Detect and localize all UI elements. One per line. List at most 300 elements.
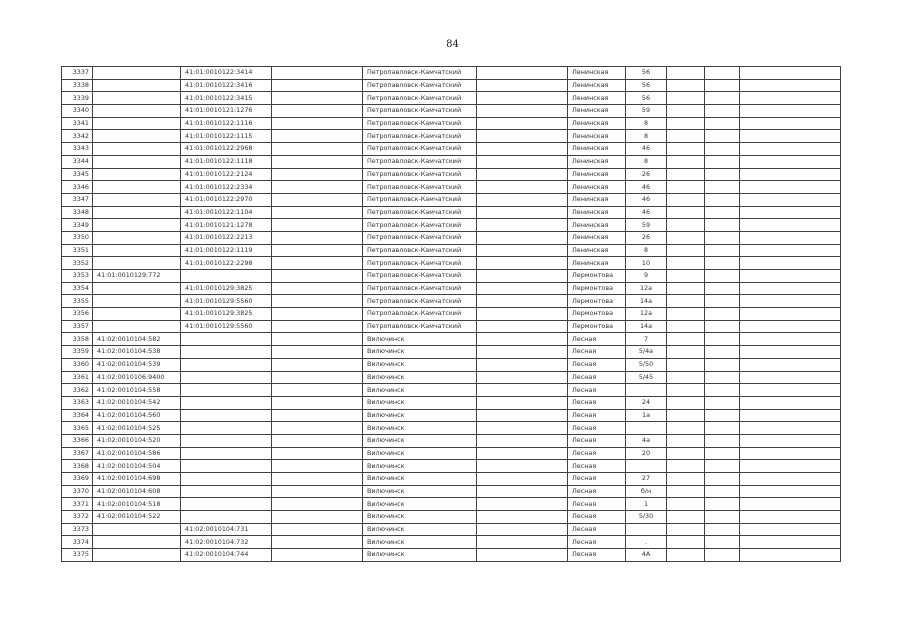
house-number-cell: 7 bbox=[626, 333, 667, 346]
empty-cell bbox=[272, 473, 363, 486]
cadastral-number-cell bbox=[93, 231, 181, 244]
table-row bbox=[62, 320, 841, 333]
empty-cell bbox=[667, 371, 705, 384]
row-number-cell: 3359 bbox=[62, 346, 93, 359]
empty-cell bbox=[740, 282, 841, 295]
empty-cell bbox=[705, 206, 740, 219]
empty-cell bbox=[272, 257, 363, 270]
cadastral-number-cell: 41:02:0010106:9400 bbox=[93, 371, 181, 384]
object-cadastral-number-cell: 41:01:0010122:2334 bbox=[181, 181, 272, 194]
house-number-cell: 5/30 bbox=[626, 511, 667, 524]
cadastral-number-cell: 41:02:0010104:560 bbox=[93, 409, 181, 422]
empty-cell bbox=[705, 409, 740, 422]
object-cadastral-number-cell: 41:01:0010129:5560 bbox=[181, 295, 272, 308]
empty-cell bbox=[667, 511, 705, 524]
house-number-cell: 1а bbox=[626, 409, 667, 422]
street-cell: Лесная bbox=[568, 549, 626, 562]
table-row bbox=[62, 181, 841, 194]
empty-cell bbox=[705, 219, 740, 232]
empty-cell bbox=[667, 295, 705, 308]
row-number-cell: 3348 bbox=[62, 206, 93, 219]
city-cell: Петропавловск-Камчатский bbox=[363, 231, 477, 244]
empty-cell bbox=[477, 155, 568, 168]
empty-cell bbox=[272, 422, 363, 435]
city-cell: Петропавловск-Камчатский bbox=[363, 219, 477, 232]
street-cell: Лесная bbox=[568, 460, 626, 473]
row-number-cell: 3356 bbox=[62, 308, 93, 321]
empty-cell bbox=[477, 485, 568, 498]
empty-cell bbox=[272, 231, 363, 244]
city-cell: Вилючинск bbox=[363, 498, 477, 511]
empty-cell bbox=[740, 346, 841, 359]
empty-cell bbox=[740, 257, 841, 270]
object-cadastral-number-cell: 41:01:0010122:1115 bbox=[181, 130, 272, 143]
house-number-cell: . bbox=[626, 536, 667, 549]
empty-cell bbox=[740, 396, 841, 409]
empty-cell bbox=[272, 92, 363, 105]
cadastral-number-cell bbox=[93, 92, 181, 105]
table-row bbox=[62, 143, 841, 156]
street-cell: Лермонтова bbox=[568, 270, 626, 283]
row-number-cell: 3346 bbox=[62, 181, 93, 194]
object-cadastral-number-cell: 41:01:0010122:2124 bbox=[181, 168, 272, 181]
cadastral-number-cell bbox=[93, 308, 181, 321]
object-cadastral-number-cell: 41:02:0010104:744 bbox=[181, 549, 272, 562]
empty-cell bbox=[477, 447, 568, 460]
empty-cell bbox=[740, 219, 841, 232]
row-number-cell: 3352 bbox=[62, 257, 93, 270]
empty-cell bbox=[740, 308, 841, 321]
cadastral-number-cell bbox=[93, 155, 181, 168]
empty-cell bbox=[705, 523, 740, 536]
row-number-cell: 3344 bbox=[62, 155, 93, 168]
cadastral-number-cell: 41:02:0010104:525 bbox=[93, 422, 181, 435]
object-cadastral-number-cell: 41:01:0010129:3825 bbox=[181, 308, 272, 321]
empty-cell bbox=[705, 143, 740, 156]
city-cell: Вилючинск bbox=[363, 523, 477, 536]
object-cadastral-number-cell: 41:01:0010122:2968 bbox=[181, 143, 272, 156]
empty-cell bbox=[740, 498, 841, 511]
cadastral-number-cell: 41:02:0010104:608 bbox=[93, 485, 181, 498]
empty-cell bbox=[477, 130, 568, 143]
empty-cell bbox=[740, 168, 841, 181]
row-number-cell: 3365 bbox=[62, 422, 93, 435]
house-number-cell: 24 bbox=[626, 396, 667, 409]
empty-cell bbox=[477, 168, 568, 181]
empty-cell bbox=[740, 447, 841, 460]
empty-cell bbox=[272, 130, 363, 143]
empty-cell bbox=[705, 92, 740, 105]
street-cell: Ленинская bbox=[568, 92, 626, 105]
table-row bbox=[62, 105, 841, 118]
object-cadastral-number-cell bbox=[181, 460, 272, 473]
row-number-cell: 3362 bbox=[62, 384, 93, 397]
city-cell: Вилючинск bbox=[363, 473, 477, 486]
row-number-cell: 3372 bbox=[62, 511, 93, 524]
street-cell: Лесная bbox=[568, 409, 626, 422]
empty-cell bbox=[477, 219, 568, 232]
table-row bbox=[62, 511, 841, 524]
empty-cell bbox=[705, 270, 740, 283]
city-cell: Петропавловск-Камчатский bbox=[363, 181, 477, 194]
row-number-cell: 3339 bbox=[62, 92, 93, 105]
empty-cell bbox=[740, 105, 841, 118]
empty-cell bbox=[272, 270, 363, 283]
empty-cell bbox=[705, 460, 740, 473]
object-cadastral-number-cell bbox=[181, 358, 272, 371]
row-number-cell: 3343 bbox=[62, 143, 93, 156]
empty-cell bbox=[477, 536, 568, 549]
city-cell: Петропавловск-Камчатский bbox=[363, 257, 477, 270]
empty-cell bbox=[705, 308, 740, 321]
table-row bbox=[62, 168, 841, 181]
empty-cell bbox=[272, 447, 363, 460]
street-cell: Лесная bbox=[568, 485, 626, 498]
cadastral-number-cell: 41:02:0010104:504 bbox=[93, 460, 181, 473]
registry-table bbox=[61, 66, 841, 562]
empty-cell bbox=[272, 282, 363, 295]
row-number-cell: 3341 bbox=[62, 117, 93, 130]
empty-cell bbox=[667, 168, 705, 181]
house-number-cell bbox=[626, 523, 667, 536]
house-number-cell: 4А bbox=[626, 549, 667, 562]
street-cell: Лесная bbox=[568, 498, 626, 511]
house-number-cell: 9 bbox=[626, 270, 667, 283]
house-number-cell: 5/4а bbox=[626, 346, 667, 359]
empty-cell bbox=[667, 117, 705, 130]
house-number-cell: 14а bbox=[626, 295, 667, 308]
empty-cell bbox=[705, 447, 740, 460]
cadastral-number-cell: 41:01:0010129:772 bbox=[93, 270, 181, 283]
empty-cell bbox=[705, 105, 740, 118]
street-cell: Ленинская bbox=[568, 257, 626, 270]
house-number-cell: 8 bbox=[626, 244, 667, 257]
page-number: 84 bbox=[446, 39, 459, 50]
table-row bbox=[62, 257, 841, 270]
street-cell: Ленинская bbox=[568, 219, 626, 232]
empty-cell bbox=[272, 308, 363, 321]
street-cell: Лесная bbox=[568, 371, 626, 384]
object-cadastral-number-cell: 41:01:0010122:1119 bbox=[181, 244, 272, 257]
row-number-cell: 3353 bbox=[62, 270, 93, 283]
city-cell: Петропавловск-Камчатский bbox=[363, 92, 477, 105]
empty-cell bbox=[272, 384, 363, 397]
empty-cell bbox=[740, 193, 841, 206]
row-number-cell: 3347 bbox=[62, 193, 93, 206]
empty-cell bbox=[740, 92, 841, 105]
empty-cell bbox=[705, 511, 740, 524]
object-cadastral-number-cell bbox=[181, 270, 272, 283]
empty-cell bbox=[740, 79, 841, 92]
house-number-cell: 26 bbox=[626, 168, 667, 181]
empty-cell bbox=[477, 92, 568, 105]
object-cadastral-number-cell bbox=[181, 396, 272, 409]
cadastral-number-cell bbox=[93, 257, 181, 270]
city-cell: Вилючинск bbox=[363, 346, 477, 359]
empty-cell bbox=[667, 244, 705, 257]
cadastral-number-cell: 41:02:0010104:539 bbox=[93, 358, 181, 371]
empty-cell bbox=[272, 168, 363, 181]
empty-cell bbox=[667, 282, 705, 295]
empty-cell bbox=[667, 333, 705, 346]
street-cell: Лермонтова bbox=[568, 308, 626, 321]
empty-cell bbox=[477, 498, 568, 511]
empty-cell bbox=[667, 105, 705, 118]
empty-cell bbox=[272, 117, 363, 130]
table-row bbox=[62, 206, 841, 219]
object-cadastral-number-cell: 41:01:0010121:1276 bbox=[181, 105, 272, 118]
empty-cell bbox=[272, 358, 363, 371]
empty-cell bbox=[272, 206, 363, 219]
row-number-cell: 3360 bbox=[62, 358, 93, 371]
empty-cell bbox=[667, 130, 705, 143]
empty-cell bbox=[740, 67, 841, 80]
empty-cell bbox=[477, 422, 568, 435]
city-cell: Вилючинск bbox=[363, 358, 477, 371]
empty-cell bbox=[477, 523, 568, 536]
empty-cell bbox=[705, 320, 740, 333]
empty-cell bbox=[272, 244, 363, 257]
house-number-cell: 59 bbox=[626, 105, 667, 118]
object-cadastral-number-cell: 41:01:0010122:1104 bbox=[181, 206, 272, 219]
empty-cell bbox=[667, 181, 705, 194]
street-cell: Лермонтова bbox=[568, 295, 626, 308]
street-cell: Лесная bbox=[568, 511, 626, 524]
house-number-cell: 14а bbox=[626, 320, 667, 333]
empty-cell bbox=[705, 244, 740, 257]
empty-cell bbox=[740, 143, 841, 156]
street-cell: Ленинская bbox=[568, 117, 626, 130]
empty-cell bbox=[705, 549, 740, 562]
empty-cell bbox=[667, 409, 705, 422]
table-row bbox=[62, 67, 841, 80]
table-row bbox=[62, 117, 841, 130]
empty-cell bbox=[477, 346, 568, 359]
table-row bbox=[62, 282, 841, 295]
empty-cell bbox=[272, 181, 363, 194]
street-cell: Ленинская bbox=[568, 181, 626, 194]
house-number-cell: 8 bbox=[626, 130, 667, 143]
city-cell: Вилючинск bbox=[363, 447, 477, 460]
empty-cell bbox=[272, 536, 363, 549]
city-cell: Петропавловск-Камчатский bbox=[363, 117, 477, 130]
cadastral-number-cell: 41:02:0010104:558 bbox=[93, 384, 181, 397]
empty-cell bbox=[477, 396, 568, 409]
object-cadastral-number-cell bbox=[181, 434, 272, 447]
object-cadastral-number-cell: 41:01:0010122:1116 bbox=[181, 117, 272, 130]
row-number-cell: 3375 bbox=[62, 549, 93, 562]
row-number-cell: 3361 bbox=[62, 371, 93, 384]
empty-cell bbox=[705, 168, 740, 181]
house-number-cell: 46 bbox=[626, 181, 667, 194]
object-cadastral-number-cell bbox=[181, 371, 272, 384]
street-cell: Лесная bbox=[568, 346, 626, 359]
object-cadastral-number-cell bbox=[181, 333, 272, 346]
cadastral-number-cell bbox=[93, 168, 181, 181]
empty-cell bbox=[705, 67, 740, 80]
empty-cell bbox=[740, 371, 841, 384]
cadastral-number-cell bbox=[93, 295, 181, 308]
empty-cell bbox=[740, 295, 841, 308]
empty-cell bbox=[740, 422, 841, 435]
house-number-cell bbox=[626, 384, 667, 397]
city-cell: Петропавловск-Камчатский bbox=[363, 244, 477, 257]
object-cadastral-number-cell bbox=[181, 384, 272, 397]
row-number-cell: 3366 bbox=[62, 434, 93, 447]
empty-cell bbox=[740, 434, 841, 447]
empty-cell bbox=[272, 549, 363, 562]
object-cadastral-number-cell: 41:01:0010121:1278 bbox=[181, 219, 272, 232]
empty-cell bbox=[667, 270, 705, 283]
empty-cell bbox=[477, 79, 568, 92]
cadastral-number-cell: 41:02:0010104:538 bbox=[93, 346, 181, 359]
table-row bbox=[62, 498, 841, 511]
house-number-cell: б/н bbox=[626, 485, 667, 498]
cadastral-number-cell bbox=[93, 130, 181, 143]
house-number-cell: 5/45 bbox=[626, 371, 667, 384]
street-cell: Ленинская bbox=[568, 130, 626, 143]
object-cadastral-number-cell bbox=[181, 447, 272, 460]
empty-cell bbox=[705, 181, 740, 194]
cadastral-number-cell: 41:02:0010104:582 bbox=[93, 333, 181, 346]
empty-cell bbox=[272, 143, 363, 156]
object-cadastral-number-cell: 41:02:0010104:732 bbox=[181, 536, 272, 549]
cadastral-number-cell: 41:02:0010104:518 bbox=[93, 498, 181, 511]
empty-cell bbox=[705, 384, 740, 397]
row-number-cell: 3369 bbox=[62, 473, 93, 486]
table-row bbox=[62, 244, 841, 257]
empty-cell bbox=[272, 460, 363, 473]
house-number-cell: 10 bbox=[626, 257, 667, 270]
street-cell: Ленинская bbox=[568, 79, 626, 92]
empty-cell bbox=[705, 358, 740, 371]
empty-cell bbox=[705, 333, 740, 346]
cadastral-number-cell bbox=[93, 282, 181, 295]
object-cadastral-number-cell bbox=[181, 511, 272, 524]
city-cell: Вилючинск bbox=[363, 460, 477, 473]
empty-cell bbox=[477, 371, 568, 384]
object-cadastral-number-cell bbox=[181, 498, 272, 511]
house-number-cell: 46 bbox=[626, 143, 667, 156]
cadastral-number-cell bbox=[93, 79, 181, 92]
empty-cell bbox=[272, 67, 363, 80]
empty-cell bbox=[667, 523, 705, 536]
empty-cell bbox=[740, 130, 841, 143]
table-row bbox=[62, 358, 841, 371]
row-number-cell: 3342 bbox=[62, 130, 93, 143]
object-cadastral-number-cell bbox=[181, 409, 272, 422]
house-number-cell: 8 bbox=[626, 117, 667, 130]
row-number-cell: 3363 bbox=[62, 396, 93, 409]
empty-cell bbox=[667, 193, 705, 206]
city-cell: Петропавловск-Камчатский bbox=[363, 79, 477, 92]
city-cell: Петропавловск-Камчатский bbox=[363, 282, 477, 295]
city-cell: Петропавловск-Камчатский bbox=[363, 143, 477, 156]
city-cell: Вилючинск bbox=[363, 396, 477, 409]
empty-cell bbox=[705, 155, 740, 168]
empty-cell bbox=[705, 282, 740, 295]
table-row bbox=[62, 371, 841, 384]
street-cell: Ленинская bbox=[568, 143, 626, 156]
cadastral-number-cell bbox=[93, 320, 181, 333]
empty-cell bbox=[477, 231, 568, 244]
empty-cell bbox=[705, 371, 740, 384]
cadastral-number-cell: 41:02:0010104:586 bbox=[93, 447, 181, 460]
empty-cell bbox=[477, 473, 568, 486]
row-number-cell: 3340 bbox=[62, 105, 93, 118]
empty-cell bbox=[740, 320, 841, 333]
house-number-cell: 46 bbox=[626, 193, 667, 206]
house-number-cell: 56 bbox=[626, 92, 667, 105]
empty-cell bbox=[705, 79, 740, 92]
table-row bbox=[62, 422, 841, 435]
empty-cell bbox=[477, 105, 568, 118]
empty-cell bbox=[477, 434, 568, 447]
table-row bbox=[62, 485, 841, 498]
empty-cell bbox=[740, 181, 841, 194]
table-row bbox=[62, 346, 841, 359]
street-cell: Лермонтова bbox=[568, 320, 626, 333]
cadastral-number-cell bbox=[93, 143, 181, 156]
house-number-cell: 8 bbox=[626, 155, 667, 168]
object-cadastral-number-cell: 41:01:0010122:3416 bbox=[181, 79, 272, 92]
empty-cell bbox=[740, 206, 841, 219]
empty-cell bbox=[667, 485, 705, 498]
cadastral-number-cell bbox=[93, 67, 181, 80]
empty-cell bbox=[740, 485, 841, 498]
object-cadastral-number-cell: 41:01:0010122:2213 bbox=[181, 231, 272, 244]
empty-cell bbox=[477, 460, 568, 473]
empty-cell bbox=[740, 473, 841, 486]
empty-cell bbox=[740, 155, 841, 168]
table-row bbox=[62, 231, 841, 244]
row-number-cell: 3371 bbox=[62, 498, 93, 511]
empty-cell bbox=[740, 333, 841, 346]
empty-cell bbox=[667, 219, 705, 232]
house-number-cell: 56 bbox=[626, 79, 667, 92]
house-number-cell: 12а bbox=[626, 308, 667, 321]
empty-cell bbox=[705, 295, 740, 308]
empty-cell bbox=[740, 511, 841, 524]
empty-cell bbox=[272, 396, 363, 409]
row-number-cell: 3345 bbox=[62, 168, 93, 181]
house-number-cell: 5/50 bbox=[626, 358, 667, 371]
street-cell: Ленинская bbox=[568, 193, 626, 206]
empty-cell bbox=[272, 485, 363, 498]
table-row bbox=[62, 396, 841, 409]
empty-cell bbox=[705, 193, 740, 206]
city-cell: Вилючинск bbox=[363, 409, 477, 422]
empty-cell bbox=[705, 346, 740, 359]
empty-cell bbox=[477, 308, 568, 321]
object-cadastral-number-cell: 41:01:0010122:3414 bbox=[181, 67, 272, 80]
object-cadastral-number-cell: 41:01:0010122:2970 bbox=[181, 193, 272, 206]
empty-cell bbox=[667, 498, 705, 511]
empty-cell bbox=[667, 358, 705, 371]
city-cell: Вилючинск bbox=[363, 333, 477, 346]
house-number-cell: 1 bbox=[626, 498, 667, 511]
empty-cell bbox=[705, 117, 740, 130]
empty-cell bbox=[705, 485, 740, 498]
empty-cell bbox=[477, 295, 568, 308]
city-cell: Петропавловск-Камчатский bbox=[363, 130, 477, 143]
empty-cell bbox=[477, 143, 568, 156]
empty-cell bbox=[477, 270, 568, 283]
empty-cell bbox=[740, 536, 841, 549]
empty-cell bbox=[740, 460, 841, 473]
empty-cell bbox=[740, 231, 841, 244]
street-cell: Ленинская bbox=[568, 168, 626, 181]
